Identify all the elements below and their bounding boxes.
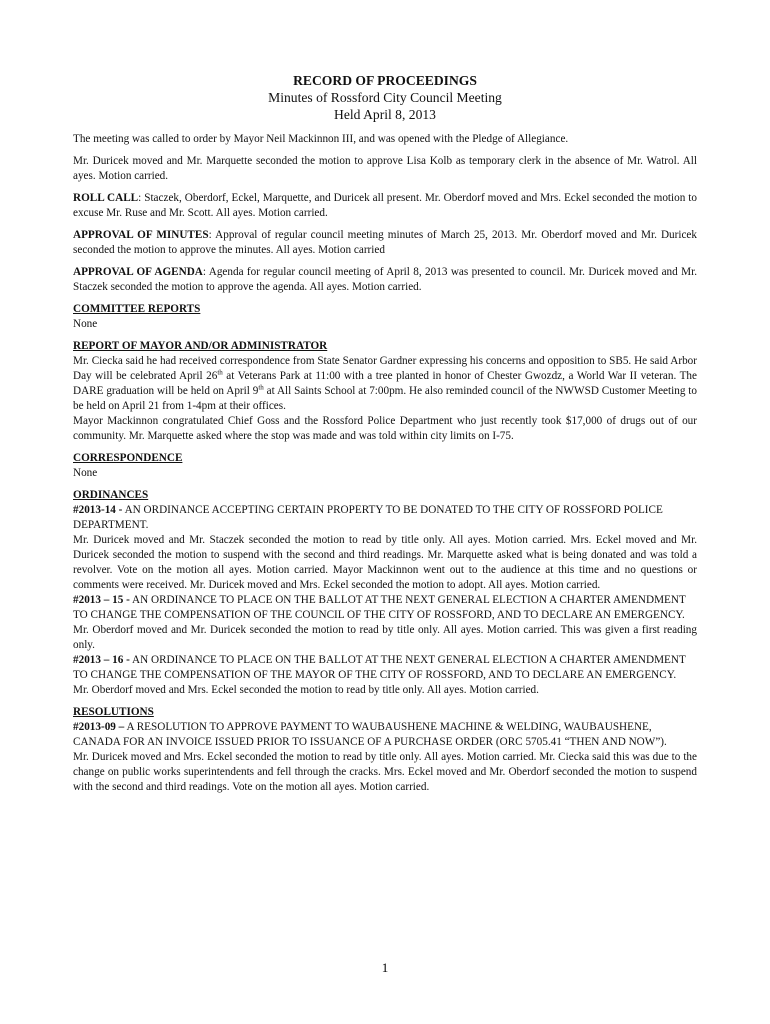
ordinances-section <box>73 488 697 698</box>
resolutions-heading: RESOLUTIONS <box>73 706 154 718</box>
roll-call-text: : Staczek, Oberdorf, Eckel, Marquette, and Duricek all present. Mr. Oberdorf moved and Mrs. Eckel seconded the motion to excuse Mr. Ruse and Mr. Scott. All ayes. Motion carried. <box>73 192 697 219</box>
ordinance-2013-14-title <box>73 503 697 533</box>
ordinance-number: #2013-14 - <box>73 504 123 516</box>
mayor-report-paragraph-2: Mayor Mackinnon congratulated Chief Goss and the Rossford Police Department who just recently took $17,000 of drugs out of our community. Mr. Marquette asked where the stop was made and was told within city limits on I-75. <box>73 415 697 442</box>
roll-call-paragraph <box>73 191 697 221</box>
resolution-2013-09-title <box>73 720 697 750</box>
ordinance-number: #2013 – 15 - <box>73 594 130 606</box>
page-number: 1 <box>381 960 389 975</box>
ordinance-2013-15-title <box>73 593 697 623</box>
committee-reports-text: None <box>73 318 98 330</box>
ordinance-title-text: AN ORDINANCE TO PLACE ON THE BALLOT AT THE NEXT GENERAL ELECTION A CHARTER AMENDMENT TO CHANGE THE COMPENSATION OF THE MAYOR OF THE CITY OF ROSSFORD, AND TO DECLARE AN EMERGENCY. <box>73 654 686 681</box>
resolution-2013-09-text: Mr. Duricek moved and Mrs. Eckel seconded the motion to read by title only. All ayes. Motion carried. Mr. Ciecka said this was due to the change on public works superintendents and fell through the cracks. Mrs. Eckel moved and Mr. Oberdorf seconded the motion to suspend with the second and third readings. Vote on the motion all ayes. Motion carried. <box>73 751 697 793</box>
mayor-report-text-a: Mr. Ciecka said he had received correspondence from State Senator Gardner expressing his concerns and opposition to SB5. He said Arbor Day will be celebrated April 26 <box>73 355 697 382</box>
resolution-number: #2013-09 – <box>73 721 125 733</box>
ordinal-suffix: th <box>258 383 264 392</box>
ordinance-2013-14-text: Mr. Duricek moved and Mr. Staczek seconded the motion to read by title only. All ayes. Motion carried. Mrs. Eckel moved and Mr. Duricek seconded the motion to suspend with the second and third readings. Mr. Marquette asked what is being donated and was told a revolver. Vote on the motion all ayes. Motion carried. Mayor Mackinnon went out to the audience at this time and no questions or comments were received. Mr. Duricek moved and Mrs. Eckel seconded the motion to adopt. All ayes. Motion carried. <box>73 534 697 591</box>
correspondence-heading: CORRESPONDENCE <box>73 452 183 464</box>
ordinance-2013-16-title <box>73 653 697 683</box>
ordinance-title-text: AN ORDINANCE ACCEPTING CERTAIN PROPERTY TO BE DONATED TO THE CITY OF ROSSFORD POLICE DEPARTMENT. <box>73 504 663 531</box>
ordinance-2013-15-text: Mr. Oberdorf moved and Mr. Duricek seconded the motion to read by title only. All ayes. Motion carried. This was given a first reading only. <box>73 624 697 651</box>
meeting-date: Held April 8, 2013 <box>334 107 436 122</box>
resolution-title-text: A RESOLUTION TO APPROVE PAYMENT TO WAUBAUSHENE MACHINE & WELDING, WAUBAUSHENE, CANADA FOR AN INVOICE ISSUED PRIOR TO ISSUANCE OF A PURCHASE ORDER (ORC 5705.41 “THEN AND NOW”). <box>73 721 667 748</box>
mayor-report-text-b: at Veterans Park at 11:00 with a tree planted in honor of Chester Gwozdz, a World War II veteran. The DARE graduation will be held on April 9 <box>73 370 697 397</box>
ordinance-2013-16-text: Mr. Oberdorf moved and Mrs. Eckel seconded the motion to read by title only. All ayes. Motion carried. <box>73 684 539 696</box>
mayor-report-paragraph-1 <box>73 354 697 414</box>
committee-reports-section <box>73 302 697 332</box>
approval-agenda-label: APPROVAL OF AGENDA <box>73 266 203 278</box>
temp-clerk-paragraph: Mr. Duricek moved and Mr. Marquette seconded the motion to approve Lisa Kolb as temporary clerk in the absence of Mr. Watrol. All ayes. Motion carried. <box>73 155 697 182</box>
ordinances-heading: ORDINANCES <box>73 489 149 501</box>
mayor-report-section <box>73 339 697 444</box>
resolutions-section <box>73 705 697 795</box>
ordinance-title-text: AN ORDINANCE TO PLACE ON THE BALLOT AT THE NEXT GENERAL ELECTION A CHARTER AMENDMENT TO CHANGE THE COMPENSATION OF THE COUNCIL OF THE CITY OF ROSSFORD, AND TO DECLARE AN EMERGENCY. <box>73 594 686 621</box>
mayor-report-text-c: at All Saints School at 7:00pm. He also reminded council of the NWWSD Customer Meeting to be held on April 21 from 1-4pm at their offices. <box>73 385 697 412</box>
approval-minutes-text: : Approval of regular council meeting minutes of March 25, 2013. Mr. Oberdorf moved and Mr. Duricek seconded the motion to approve the minutes. All ayes. Motion carried <box>73 229 697 256</box>
document-header <box>73 72 697 123</box>
ordinal-suffix: th <box>217 368 223 377</box>
roll-call-label: ROLL CALL <box>73 192 139 204</box>
document-title: RECORD OF PROCEEDINGS <box>293 73 477 88</box>
approval-agenda-paragraph <box>73 265 697 295</box>
approval-agenda-text: : Agenda for regular council meeting of April 8, 2013 was presented to council. Mr. Duricek moved and Mr. Staczek seconded the motion to approve the agenda. All ayes. Motion carried. <box>73 266 697 293</box>
committee-reports-heading: COMMITTEE REPORTS <box>73 303 201 315</box>
call-to-order-paragraph: The meeting was called to order by Mayor Neil Mackinnon III, and was opened with the Pledge of Allegiance. <box>73 133 569 145</box>
approval-minutes-label: APPROVAL OF MINUTES <box>73 229 209 241</box>
approval-minutes-paragraph <box>73 228 697 258</box>
mayor-report-heading: REPORT OF MAYOR AND/OR ADMINISTRATOR <box>73 340 328 352</box>
correspondence-section <box>73 451 697 481</box>
document-page <box>73 72 697 802</box>
document-subtitle: Minutes of Rossford City Council Meeting <box>268 90 502 105</box>
ordinance-number: #2013 – 16 - <box>73 654 130 666</box>
correspondence-text: None <box>73 467 98 479</box>
